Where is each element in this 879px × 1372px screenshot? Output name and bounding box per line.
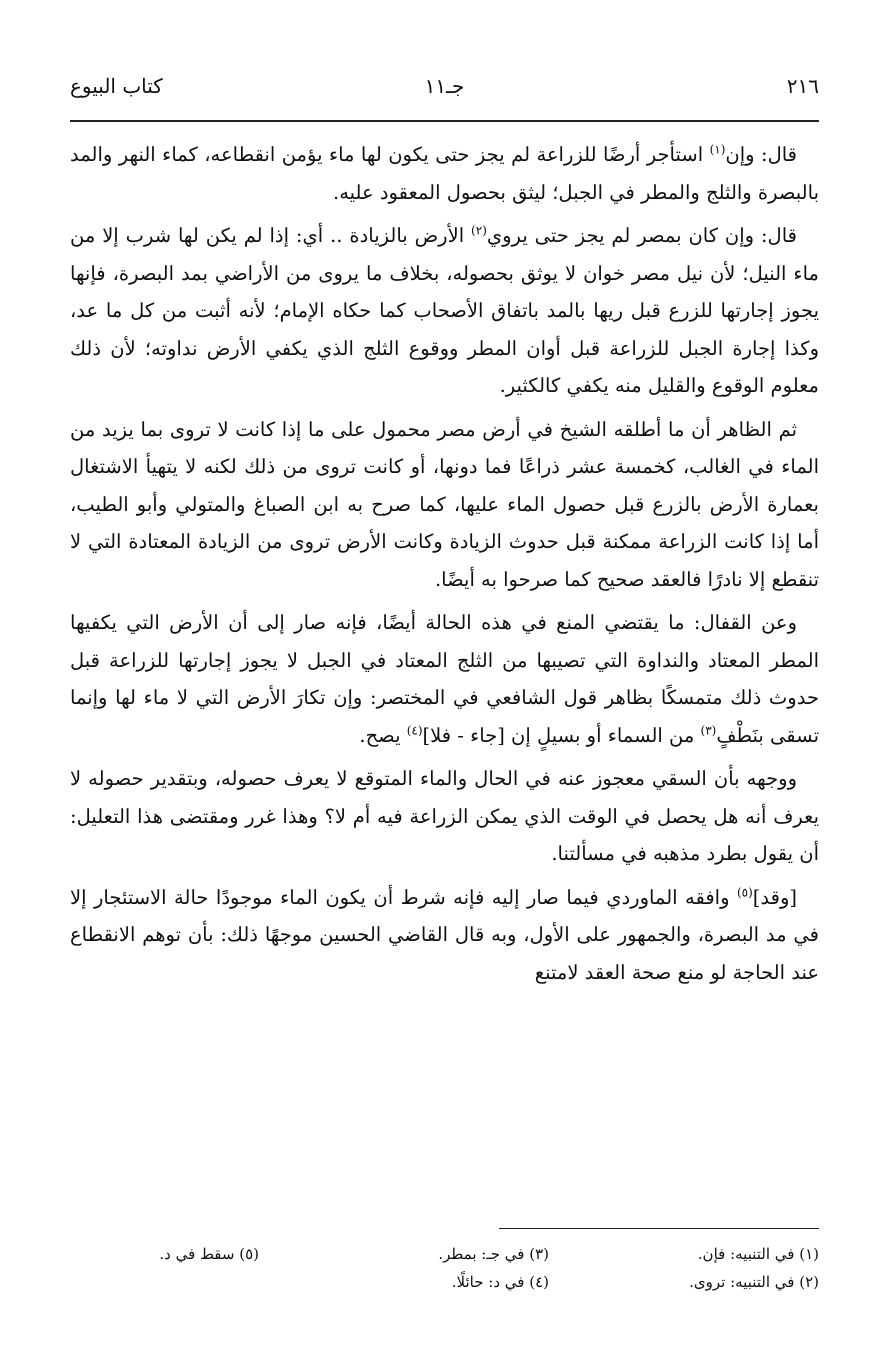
volume-label: جـ١١ — [424, 74, 465, 98]
footnote-column-3 — [159, 1240, 259, 1268]
footnote-2: (٢) في التنبيه: تروى. — [689, 1273, 819, 1291]
book-title: كتاب البيوع — [70, 74, 163, 98]
paragraph-3-text: ثم الظاهر أن ما أطلقه الشيخ في أرض مصر محمول على ما إذا كانت لا تروى بما يزيد من الماء في الغالب، كخمسة عشر ذراعًا فما دونها، أو كانت تروى من ذلك لكنه لا يتهيأ الاشتغال بعمارة الأرض بالزرع قبل حصول الماء عليها، كما صرح به ابن الصباغ والمتولي وأبو الطيب، أما إذا كانت الزراعة ممكنة قبل حدوث الزيادة وكانت الأرض تروى من الزيادة المعتادة التي لا تنقطع إلا نادرًا فالعقد صحيح كما صرحوا به أيضًا. — [70, 417, 819, 591]
footnote-rule — [499, 1228, 819, 1229]
paragraph-5 — [70, 760, 819, 873]
footnote-1: (١) في التنبيه: فإن. — [697, 1245, 819, 1263]
header-rule — [70, 120, 819, 122]
paragraph-1-text-a: قال: وإن — [725, 143, 797, 166]
footnote-ref-4: (٤) — [406, 723, 423, 737]
paragraph-5-text: ووجهه بأن السقي معجوز عنه في الحال والماء المتوقع لا يعرف حصوله، وبتقدير حصوله لا يعرف أنه هل يحصل في الوقت الذي يمكن الزراعة فيه أم لا؟ وهذا غرر ومقتضى هذا التعليل: أن يقول بطرد مذهبه في مسألتنا. — [70, 767, 819, 865]
running-header — [70, 70, 819, 106]
footnote-column-2 — [438, 1240, 549, 1296]
paragraph-3 — [70, 411, 819, 599]
footnote-ref-2: (٢) — [471, 223, 487, 238]
footnote-ref-5: (٥) — [736, 885, 753, 899]
footnote-column-1 — [689, 1240, 819, 1296]
page-number: ٢١٦ — [786, 74, 819, 98]
main-text — [70, 136, 819, 997]
paragraph-4-text-a: وعن القفال: ما يقتضي المنع في هذه الحالة أيضًا، فإنه صار إلى أن الأرض التي يكفيها المطر المعتاد والنداوة التي تصيبها من الثلج المعتاد في الجبل لا يجوز إجارتها للزراعة قبل حدوث ذلك متمسكًا بظاهر قول الشافعي في المختصر: وإن تكارَ الأرض التي لا ماء لها وإنما تسقى بنَطْفٍ — [70, 611, 819, 747]
footnote-5: (٥) سقط في د. — [159, 1245, 259, 1263]
paragraph-4-text-b: من السماء أو بسيلٍ إن [جاء - فلا] — [422, 723, 701, 747]
footnote-4: (٤) في د: حائلًا. — [451, 1273, 549, 1291]
footnote-3: (٣) في جـ: بمطر. — [438, 1245, 549, 1263]
paragraph-4 — [70, 604, 819, 754]
paragraph-2-text-a: قال: وإن كان بمصر لم يجز حتى يروي — [486, 224, 797, 247]
paragraph-1-text-b: استأجر أرضًا للزراعة لم يجز حتى يكون لها ماء يؤمن انقطاعه، كماء النهر والمد بالبصرة والثلج والمطر في الجبل؛ ليثق بحصول المعقود عليه. — [70, 143, 819, 204]
paragraph-6-text-a: [وقد] — [752, 885, 797, 909]
paragraph-6 — [70, 879, 819, 992]
paragraph-2-text-b: الأرض بالزيادة .. أي: إذا لم يكن لها شرب إلا من ماء النيل؛ لأن نيل مصر خوان لا يوثق بحصوله، بخلاف ما يروى من الأراضي بمد البصرة، فإنها يجوز إجارتها للزرع قبل ريها بالمد باتفاق الأصحاب كما حكاه الإمام؛ لأنه أثبت من كل ما عد، وكذا إجارة الجبل للزراعة قبل أوان المطر ووقوع الثلج الذي يكفي الأرض نداوته؛ لأن ذلك معلوم الوقوع والقليل منه يكفي كالكثير. — [70, 224, 819, 397]
paragraph-4-text-c: يصح. — [359, 723, 407, 747]
paragraph-6-text-b: وافقه الماوردي فيما صار إليه فإنه شرط أن يكون الماء موجودًا حالة الاستئجار إلا في مد البصرة، والجمهور على الأول، وبه قال القاضي الحسين موجهًا ذلك: بأن توهم الانقطاع عند الحاجة لو منع صحة العقد لامتنع — [70, 885, 819, 984]
paragraph-2 — [70, 217, 819, 405]
footnote-ref-1: (١) — [709, 142, 726, 157]
footnote-ref-3: (٣) — [700, 723, 717, 737]
paragraph-1 — [70, 136, 819, 211]
